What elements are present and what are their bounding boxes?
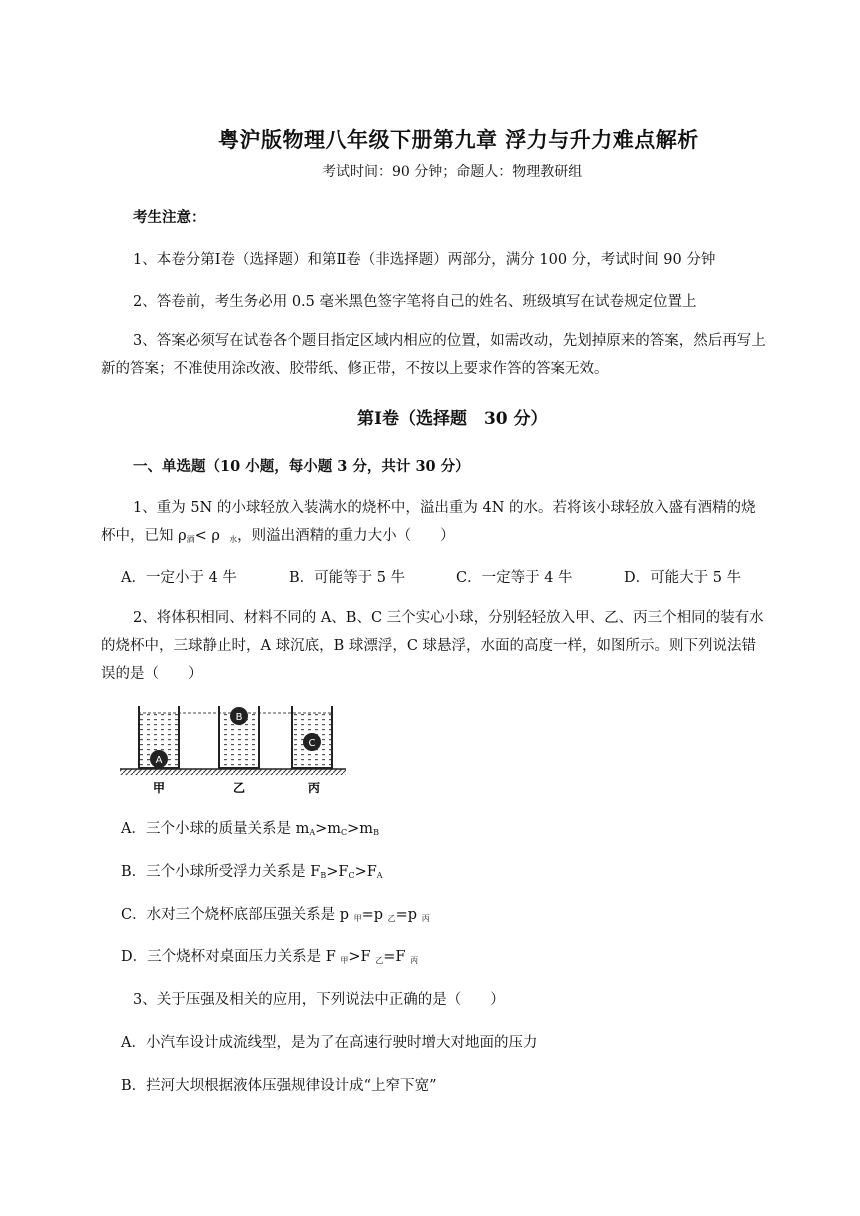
q2-option-d-text: D．三个烧杯对桌面压力关系是 F — [121, 949, 336, 965]
q3-option-b: B．拦河大坝根据液体压强规律设计成“上窄下宽” — [121, 1078, 437, 1094]
q2-option-d-sub1: 甲 — [340, 956, 349, 965]
label-jia: 甲 — [152, 781, 166, 795]
q2-option-c-sub3: 丙 — [421, 914, 430, 923]
q2-option-c-rel1: =p — [361, 907, 384, 923]
table-surface — [120, 769, 346, 775]
q2-option-b-sub1: B — [320, 871, 327, 880]
q2-option-b-rel1: >F — [326, 864, 349, 880]
q2-option-c-rel2: =p — [395, 907, 418, 923]
q2-option-c — [121, 903, 430, 924]
ball-a-label: A — [155, 755, 163, 766]
q1-option-a: A．一定小于 4 牛 — [121, 570, 237, 586]
q2-option-c-sub2: 乙 — [387, 914, 396, 923]
q1-stem-post: ，则溢出酒精的重力大小（ ） — [237, 528, 455, 544]
q2-option-b-sub2: C — [348, 871, 355, 880]
ball-c — [303, 733, 321, 751]
q2-option-d-sub3: 丙 — [410, 956, 419, 965]
q2-stem-line2: 的烧杯中，三球静止时，A 球沉底，B 球漂浮，C 球悬浮，水面的高度一样，如图所示。则下列说法错 — [101, 638, 757, 654]
notice-item-3: 3、答案必须写在试卷各个题目指定区域内相应的位置，如需改动，先划掉原来的答案，然后再写上新的答案；不准使用涂改液、胶带纸、修正带，不按以上要求作答的答案无效。 — [101, 333, 766, 377]
q3-stem: 3、关于压强及相关的应用，下列说法中正确的是（ ） — [133, 992, 505, 1008]
q1-sub-alcohol: 酒 — [186, 535, 195, 544]
q1-stem-line2 — [101, 524, 455, 545]
notice-heading: 考生注意： — [133, 209, 206, 226]
q2-option-b-rel2: >F — [354, 864, 377, 880]
q2-option-a-sub2: C — [341, 828, 348, 837]
q1-stem-line1: 1、重为 5N 的小球轻放入装满水的烧杯中，溢出重为 4N 的水。若将该小球轻放入盛有酒精的烧 — [133, 500, 756, 516]
q2-option-d-rel2: =F — [383, 949, 406, 965]
notice-item-1: 1、本卷分第Ⅰ卷（选择题）和第Ⅱ卷（非选择题）两部分，满分 100 分，考试时间 90 分钟 — [133, 252, 716, 268]
q2-option-b-text: B．三个小球所受浮力关系是 F — [121, 864, 321, 880]
beakers-figure — [118, 698, 348, 798]
ball-b — [230, 707, 248, 725]
q2-option-a-text: A．三个小球的质量关系是 m — [121, 821, 310, 837]
label-yi: 乙 — [232, 781, 246, 795]
q2-option-c-sub1: 甲 — [353, 914, 362, 923]
q2-option-a — [121, 817, 379, 838]
q2-option-a-sub3: B — [373, 828, 379, 837]
q1-option-c: C．一定等于 4 牛 — [456, 570, 573, 586]
q2-option-a-sub1: A — [309, 828, 316, 837]
q2-option-b-sub3: A — [376, 871, 383, 880]
q2-option-a-rel2: >m — [347, 821, 374, 837]
ball-a — [150, 750, 168, 768]
q3-option-a: A．小汽车设计成流线型，是为了在高速行驶时增大对地面的压力 — [121, 1035, 538, 1051]
q1-option-b: B．可能等于 5 牛 — [289, 570, 406, 586]
exam-info: 考试时间：90 分钟；命题人：物理教研组 — [322, 164, 583, 180]
q2-option-d-rel1: >F — [348, 949, 371, 965]
section-title: 一、单选题（10 小题，每小题 3 分，共计 30 分） — [133, 458, 470, 475]
q2-option-d — [121, 945, 418, 966]
q1-stem-pre: 杯中，已知 ρ — [101, 528, 187, 544]
ball-b-label: B — [235, 712, 243, 723]
q2-option-c-text: C．水对三个烧杯底部压强关系是 p — [121, 907, 349, 923]
q2-stem-line3: 误的是（ ） — [101, 666, 203, 682]
ball-c-label: C — [308, 738, 316, 749]
label-bing: 丙 — [307, 781, 321, 795]
q2-option-d-sub2: 乙 — [375, 956, 384, 965]
part-title: 第Ⅰ卷（选择题 30 分） — [357, 409, 548, 429]
q2-option-b — [121, 860, 383, 881]
notice-item-2: 2、答卷前，考生务必用 0.5 毫米黑色签字笔将自己的姓名、班级填写在试卷规定位置上 — [133, 294, 697, 310]
q1-less-than: < ρ — [194, 528, 220, 544]
q1-sub-water: 水 — [229, 535, 238, 544]
q2-option-a-rel1: >m — [315, 821, 342, 837]
page-title: 粤沪版物理八年级下册第九章 浮力与升力难点解析 — [218, 127, 699, 152]
q2-stem-line1: 2、将体积相同、材料不同的 A、B、C 三个实心小球，分别轻轻放入甲、乙、丙三个相同的装有水 — [133, 610, 764, 626]
q1-option-d: D．可能大于 5 牛 — [624, 570, 742, 586]
